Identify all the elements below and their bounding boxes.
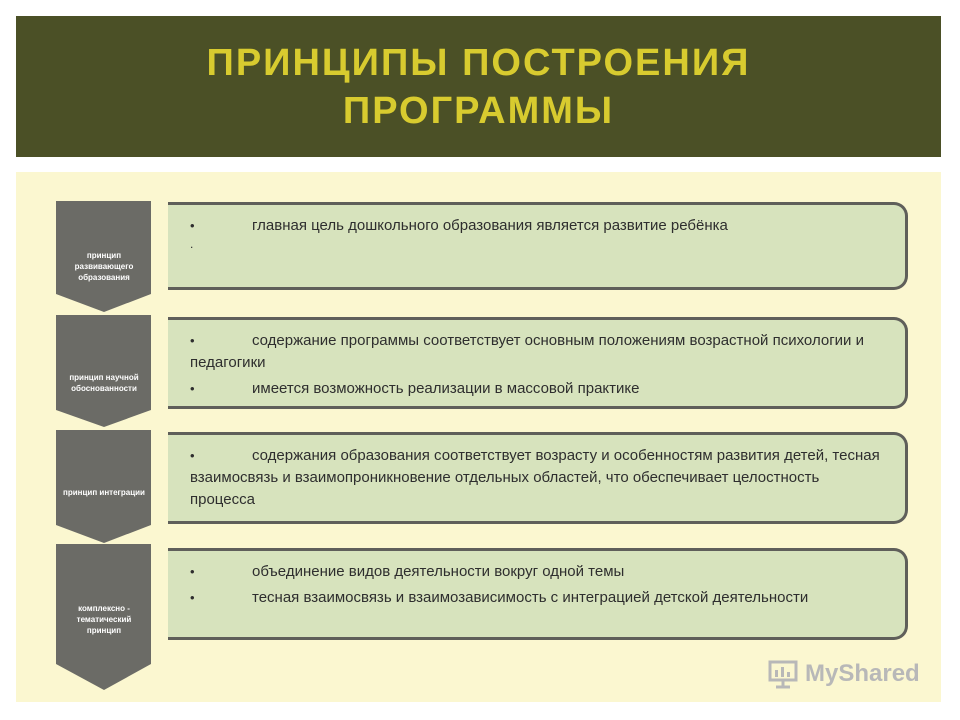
bullet-item: • содержание программы соответствует основным положениям возрастной психологии и педагогики bbox=[190, 332, 864, 371]
bullet-item: • главная цель дошкольного образования является развитие ребёнка bbox=[190, 217, 728, 234]
principle-card-3 bbox=[168, 432, 908, 524]
page-title: ПРИНЦИПЫ ПОСТРОЕНИЯ ПРОГРАММЫ bbox=[206, 41, 751, 132]
bullet-item: • имеется возможность реализации в массовой практике bbox=[190, 380, 640, 397]
bullet-item: • содержания образования соответствует возрасту и особенностям развития детей, тесная взаимосвязь и взаимопроникновение отдельных областей, что обеспечивает целостность процесса bbox=[190, 447, 880, 508]
principle-card-2 bbox=[168, 317, 908, 409]
principle-label-2: принцип научной обоснованности bbox=[69, 373, 139, 393]
content-panel bbox=[16, 172, 941, 702]
principle-card-4 bbox=[168, 548, 908, 640]
title-banner bbox=[16, 16, 941, 157]
presentation-board-icon bbox=[767, 658, 799, 690]
principle-label-3: принцип интеграции bbox=[63, 488, 145, 497]
bullet-item: • объединение видов деятельности вокруг одной темы bbox=[190, 563, 625, 580]
trailing-dot: . bbox=[190, 237, 194, 251]
bullet-item: • тесная взаимосвязь и взаимозависимость с интеграцией детской деятельности bbox=[190, 589, 809, 606]
myshared-logo bbox=[767, 656, 927, 692]
chevron-2 bbox=[56, 315, 151, 427]
principle-card-1 bbox=[168, 202, 908, 290]
principle-label-1: принцип развивающего образования bbox=[74, 251, 134, 282]
logo-text: MyShared bbox=[805, 660, 920, 687]
principle-label-4: комплексно - тематический принцип bbox=[76, 604, 132, 635]
